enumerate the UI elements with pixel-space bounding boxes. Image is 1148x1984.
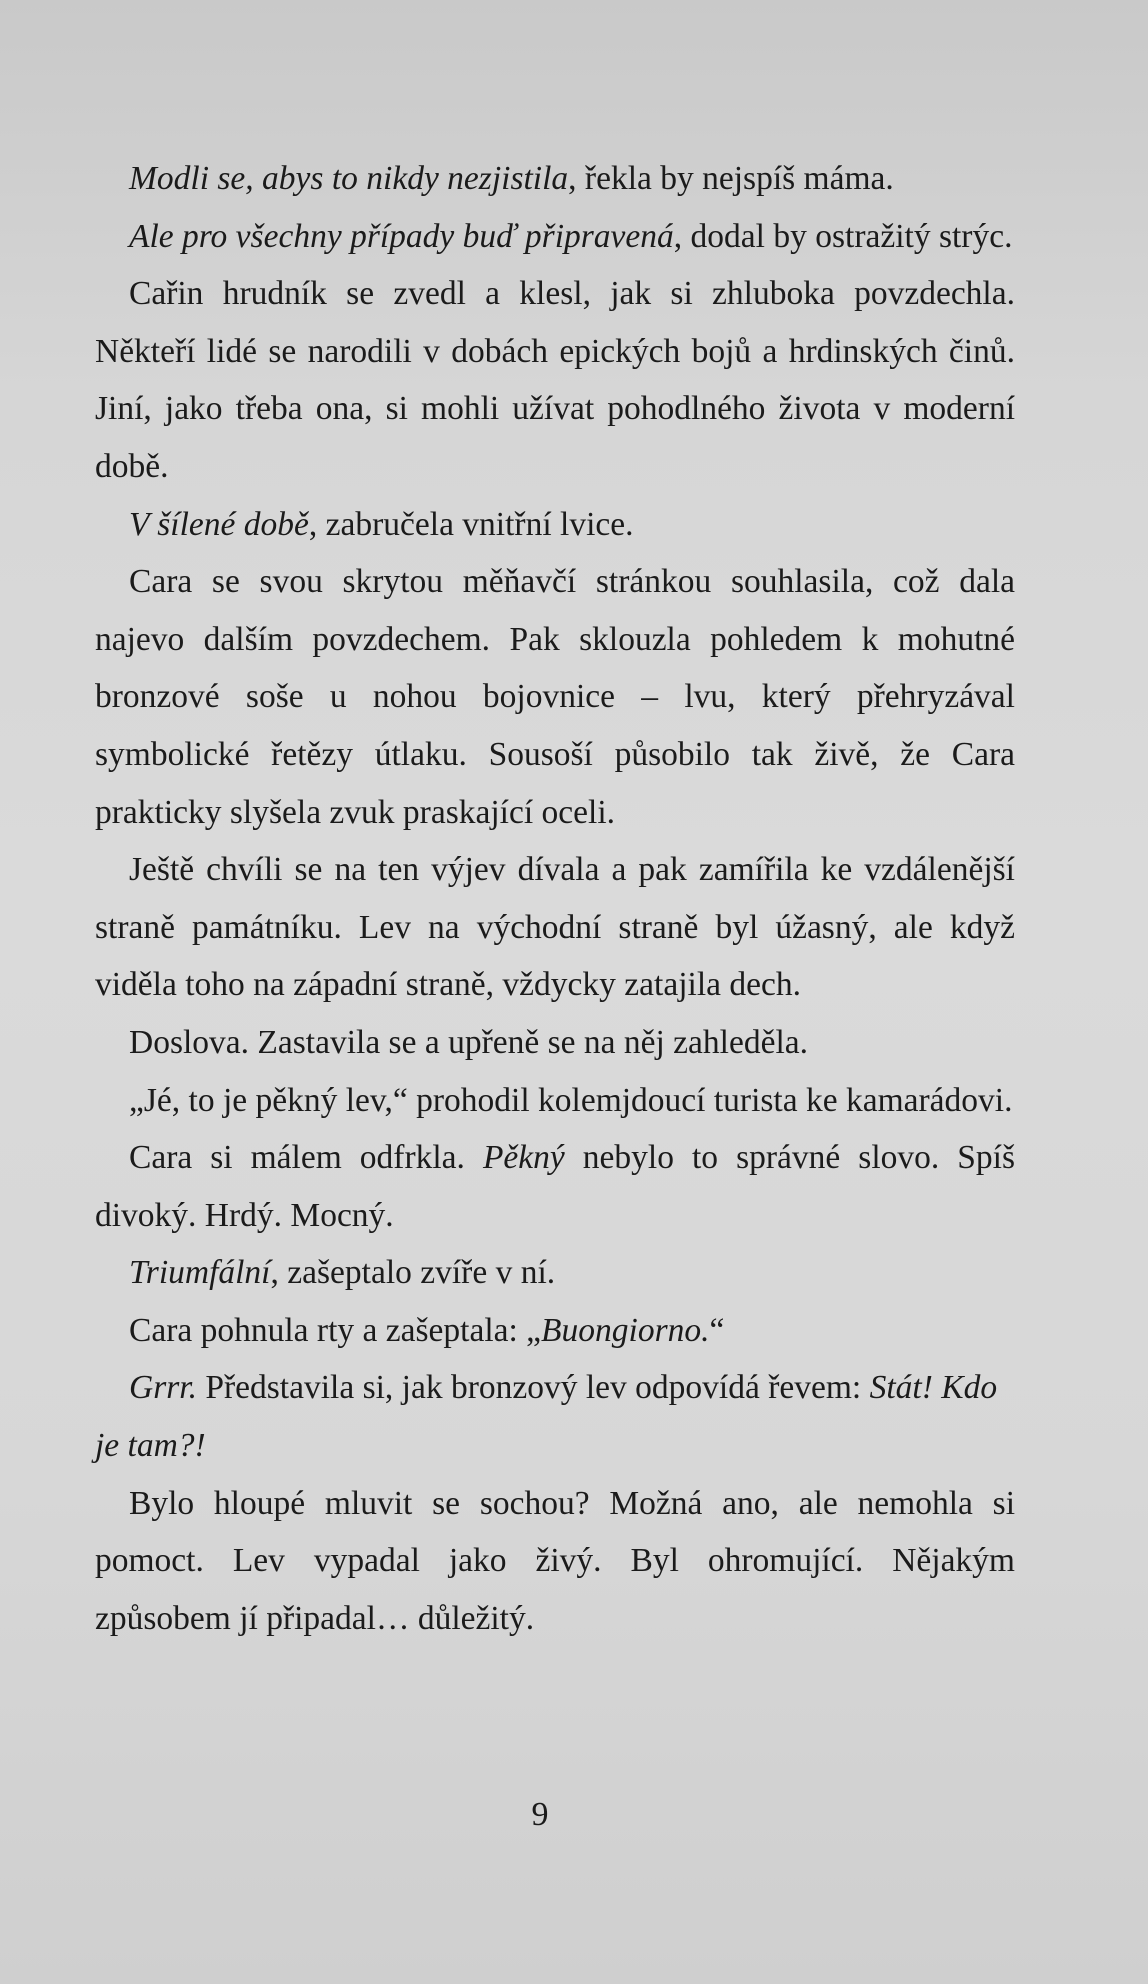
paragraph [95,265,1015,495]
italic-text: Triumfální [129,1254,271,1292]
page-number: 9 [531,1796,549,1833]
text-run: Cara si málem odfrkla. [129,1139,483,1177]
paragraph [95,1359,1015,1474]
paragraph [95,841,1015,1014]
italic-text: Grrr. [129,1369,197,1407]
paragraph [95,208,1015,266]
text-run: Cara pohnula rty a zašeptala: „ [129,1311,542,1349]
paragraph [95,1244,1015,1302]
text-run: , zabručela vnitřní lvice. [308,505,634,543]
text-run: Cara se svou skrytou měňavčí stránkou souhlasila, což dala najevo dalším povzdechem. Pak sklouzla pohledem k mohutné bronzové soše u nohou bojovnice – lvu, který přehryzával symbolické řetězy útlaku. Sousoší působilo tak živě, že Cara prakticky slyšela zvuk praskající oceli. [95,563,1015,831]
paragraph [95,1129,1015,1244]
text-run: , dodal by ostražitý strýc. [673,217,1013,255]
text-run: Doslova. Zastavila se a upřeně se na něj zahleděla. [129,1023,809,1061]
text-run: , zašeptalo zvíře v ní. [270,1254,556,1292]
text-run: Představila si, jak bronzový lev odpovídá řevem: [196,1369,870,1407]
text-run: Bylo hloupé mluvit se sochou? Možná ano, ale nemohla si pomoct. Lev vypadal jako živý. Byl ohromující. Nějakým způsobem jí připadal… důležitý. [95,1484,1015,1637]
paragraph [95,553,1015,841]
paragraph [95,1014,1015,1072]
paragraph [95,150,1015,208]
paragraph [95,1302,1015,1360]
paragraph [95,1072,1015,1130]
italic-text: Modli se, abys to nikdy nezjistila [129,160,569,197]
text-run: “ [709,1311,725,1349]
italic-text: Pěkný [482,1139,565,1177]
italic-text: V šílené době [129,505,309,543]
text-run: Cařin hrudník se zvedl a klesl, jak si zhluboka povzdechla. Někteří lidé se narodili v dobách epických bojů a hrdinských činů. Jiní, jako třeba ona, si mohli užívat pohodlného života v moderní době. [95,275,1015,485]
paragraph [95,1475,1015,1648]
italic-text: Stát! Kdo je tam?! [95,1369,998,1465]
italic-text: Buongiorno. [541,1311,710,1349]
paragraph [95,496,1015,554]
text-run: nebylo to správné slovo. Spíš divoký. Hrdý. Mocný. [95,1139,1016,1234]
text-run: Ještě chvíli se na ten výjev dívala a pak zamířila ke vzdálenější straně památníku. Lev na východní straně byl úžasný, ale když viděla toho na západní straně, vždycky zatajila dech. [95,851,1015,1004]
body-text [95,150,1015,1647]
italic-text: Ale pro všechny případy buď připravená [129,217,674,255]
text-run: „Jé, to je pěkný lev,“ prohodil kolemjdoucí turista ke kamarádovi. [129,1081,1013,1119]
text-run: , řekla by nejspíš máma. [568,160,894,197]
